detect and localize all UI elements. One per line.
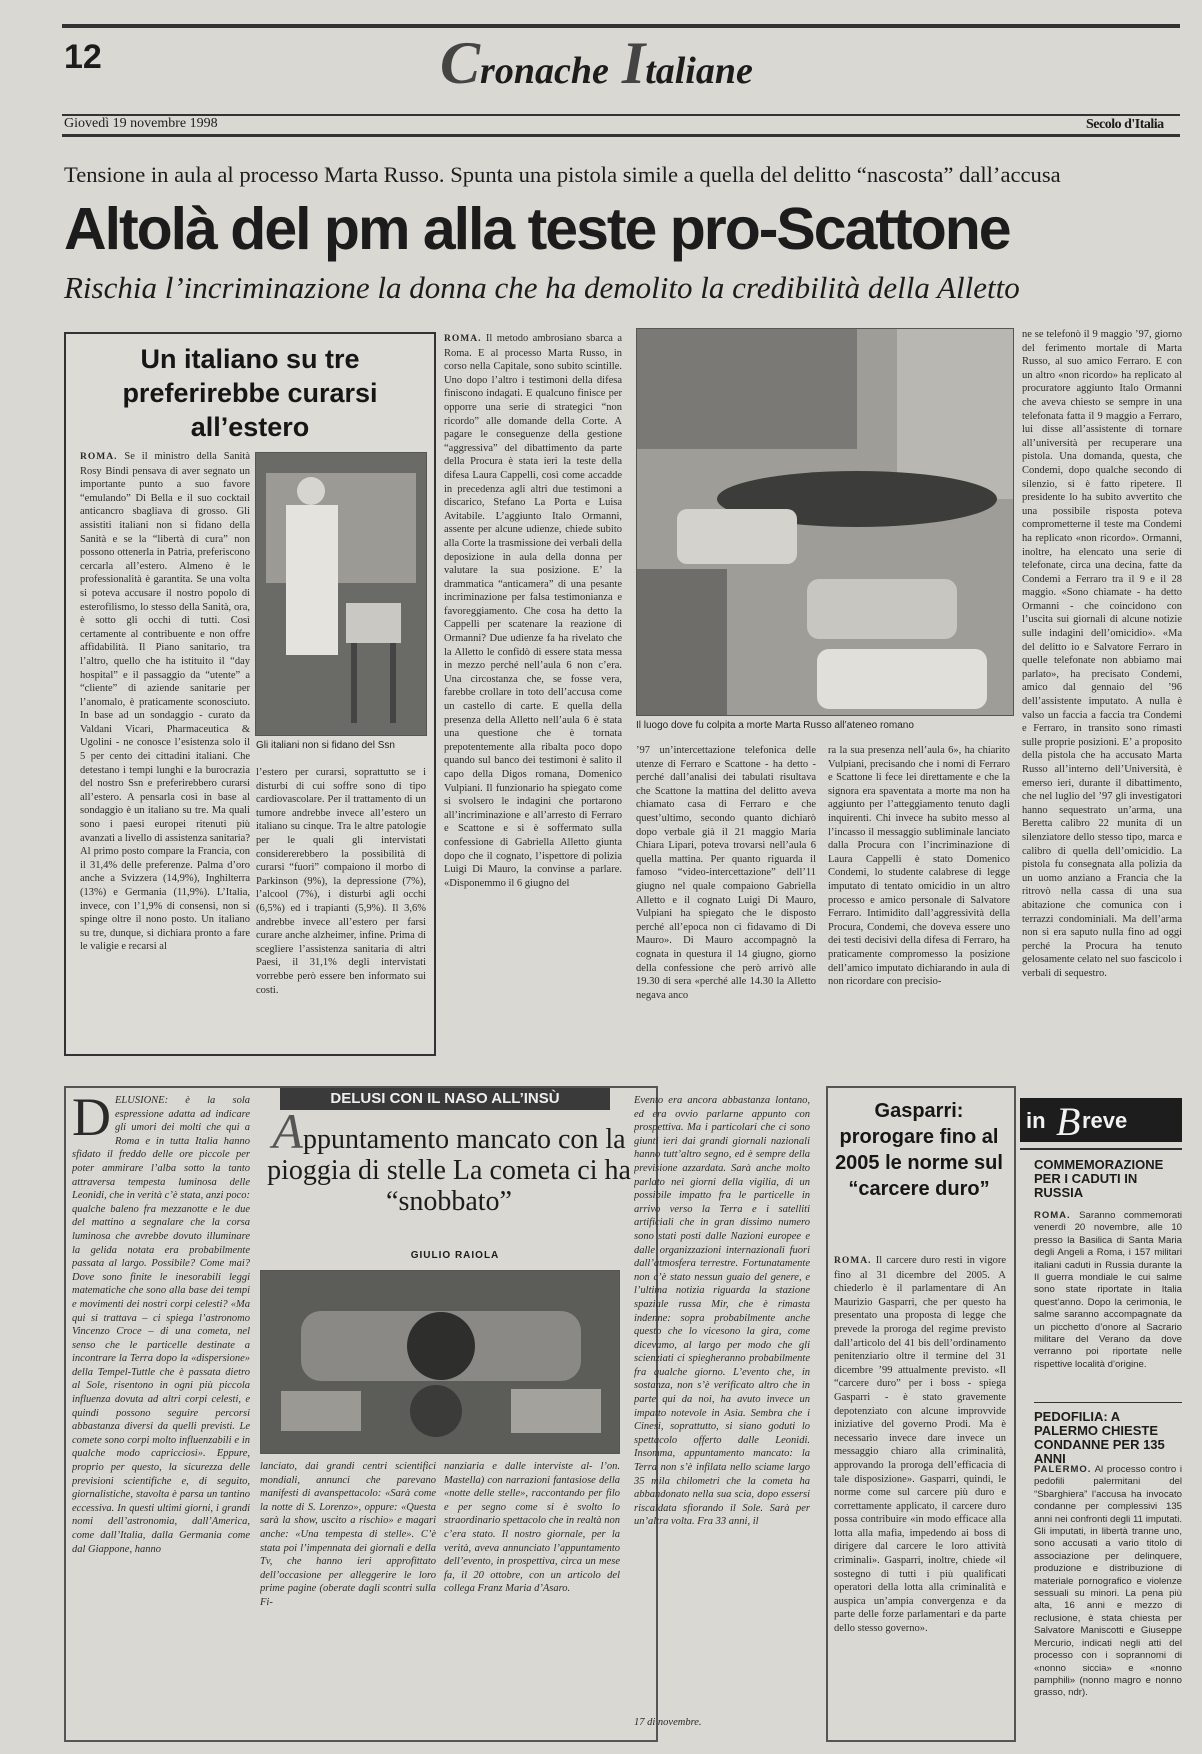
breve-item2 xyxy=(1034,1410,1182,1466)
leonid-kicker: DELUSI CON IL NASO ALL’INSÙ xyxy=(280,1088,610,1110)
sidebar-col2: l’estero per curarsi, soprattutto se i disturbi di cui soffre sono di tipo cardiovascolare. Per il trattamento di un tumore andrebbe invece all’estero un italiano su cinque. Tra le altre patologie per le quali gli intervistati considererebbero la possibilità di curarsi “fuori” compaiono il morbo di Parkinson (9%), la depressione (7%), l’alcool (7%), i disturbi agli occhi (6,5%) ed i trapianti (5,9%). Il 3,6% andrebbe invece all’estero per farsi curare anche alzheimer, infine. Prima di scegliere l’assistenza sanitaria di altri Paesi, il 31,1% degli intervistati vorrebbe però essere ben informato sui costi. xyxy=(256,767,426,996)
sidebar-title: Un italiano su tre preferirebbe curarsi all’estero xyxy=(122,344,378,442)
leonid-col2b: nanziaria e dalle interviste al- l’on. Mastella) con narrazioni fantasiose della «notte delle stelle», raccontando per filo e per segno come si è svolto lo straordinario spettacolo che in realtà non c’era stato. Il nostro giornale, per la verità, aveva annunciato l’appuntamento dell’evento, in prospettiva, circa un mese fa, il 20 ottobre, con un articolo del collega Franz Maria d’Asaro. xyxy=(444,1461,620,1595)
breve-divider xyxy=(1034,1402,1182,1403)
breve-item1-dateline: ROMA. xyxy=(1034,1210,1071,1221)
breve-item2-dateline: PALERMO. xyxy=(1034,1464,1092,1475)
leonid-title xyxy=(266,1103,632,1217)
breve-item1-title: COMMEMORAZIONE PER I CADUTI IN RUSSIA xyxy=(1034,1157,1164,1200)
date-rule-top xyxy=(62,114,1180,116)
leonid-col1-text: ELUSIONE: è la sola espressione adatta ad indicare gli umori dei molti che qui a Roma e in tutta Italia hanno sfidato il freddo delle ore piccole per poter ammirare l’alba sotto la tanto attraversa tempesta luminosa delle Leonidi, che in verità c’è stata, anzi poco: qualche baleno fra mezzanotte e le due del mattino a segnalare che la corsa luminosa che avrebbe dovuto illuminare la gelida notata era probabilmente passata al largo. Possibile? Come mai? Dove sono finite le inesorabili leggi matematiche che sono alla base dei tempi e movimenti dei nostri corpi celesti? «Ma qui si trattava – ci spiega l’astronomo Vincenzo Croce – di una cometa, nel senso che le particelle destinate a incontrare la Terra dopo la «dispersione» della Tempel-Tuttle che è passata dietro al Sole, risentono in ogni più piccola influenza dovuta ad altri corpi celesti, e quindi possono seguire percorsi abbastanza diversi da quelli previsti. Le comete sono corpi molto influenzabili e in qualche modo capricciosi». Eppure, proprio per questo, la sicurezza delle previsioni scientifiche e, di seguito, giornalistiche, stavolta è parsa un tantino eccessiva. In questi ultimi giorni, i grandi nomi dell’astronomia, dall’America, come dall’Italia, dalla Germania come dal Giappone, hanno xyxy=(72,1095,250,1555)
leonid-col1 xyxy=(72,1094,250,1734)
breve-header xyxy=(1020,1098,1182,1142)
gasparri-title: Gasparri: prorogare fino al 2005 le norme sul “carcere duro” xyxy=(835,1100,1003,1200)
breve-item2-title: PEDOFILIA: A PALERMO CHIESTE CONDANNE PER 135 ANNI xyxy=(1034,1409,1165,1466)
sidebar-dateline: ROMA. xyxy=(80,452,118,462)
gasparri-dateline: ROMA. xyxy=(834,1256,872,1266)
breve-header-rest: reve xyxy=(1082,1108,1128,1133)
main-col2: ’97 un’intercettazione telefonica delle utenze di Ferraro e Scattone - ha detto - perché dall’analisi dei tabulati risultava che Scattone la mattina del delitto aveva chiamato casa di Ferraro e che quest’ultimo, secondo quanto dichiarò dopo verbale già il 21 maggio Maria Chiara Lipari, poteva trovarsi nell’aula 6 quella mattina. Per quanto riguarda il famoso “video-intercettazione” dell’11 giugno nel quale compaiono Gabriella Alletto e il cognato Luigi Di Mauro, Vulpiani ha spiegato che le disposto perché all’epoca non ci fidavamo di Di Mauro». Di Mauro accompagnò la cognata in questura il 14 giugno, giorno della confessione che però arrivò alle 19.30 di sera «perché alle 14.30 la Alletto negava anco xyxy=(636,745,816,1001)
main-col1 xyxy=(444,332,622,1058)
photo-hospital-man xyxy=(255,452,427,736)
main-dateline: ROMA. xyxy=(444,334,482,344)
breve-header-in: in xyxy=(1026,1108,1046,1133)
telescope-illustration xyxy=(261,1271,619,1453)
leonid-col2: lanciato, dai grandi centri scientifici mondiali, annunci che parevano manifesti di avanspettacolo: «Sarà come la notte di S. Lorenzo», oppure: «Questa sarà la show, uscito a rischio» e magari anche: «Una tempesta di stelle». C’è stata poi l’impennata dei giornali e della Tv, che hanno ieri approfittato dell’occasione per alleggerire le loro prime pagine (oberate dagli scontri sulla Fi- xyxy=(260,1461,436,1608)
section-title-word1: ronache xyxy=(480,50,609,92)
section-title xyxy=(440,30,753,98)
breve-item1-text: Saranno commemorati venerdì 20 novembre, alle 10 presso la Basilica di Santa Maria degli Angeli a Roma, i 157 militari italiani caduti in Russia durante la II guerra mondiale le cui salme sono state riportate in Italia quest’anno. Dopo la cerimonia, le salme saranno accompagnate da un picchetto d’onore al Sacrario militare del Verano da dove verranno poi riportate nelle rispettive località d’origine. xyxy=(1034,1210,1182,1370)
gasparri-body xyxy=(834,1254,1006,1734)
breve-item2-text: Al processo contro i pedofili palermitani del “Sbarghiera” l’accusa ha invocato condanne per complessivi 135 anni nei confronti degli 11 imputati. Gli imputati, in libertà tranne uno, sono accusati a vario titolo di associazione per delinquere, produzione e distribuzione di materiale pornografico e violenze sessuali su minori. La pena più alta, 16 anni e mezzo di reclusione, è stata chiesta per Salvatore Maniscotti e Giuseppe Mercurio, indicati negli atti del processo con i soprannomi di «nonno siccia» e «nonno pamphili» (nonno magro e nonno grasso, ndr). xyxy=(1034,1464,1182,1699)
section-title-initial: C xyxy=(440,30,481,96)
photo-university-crowd xyxy=(636,328,1014,716)
section-title-word2: taliane xyxy=(645,50,753,92)
top-rule xyxy=(62,24,1180,28)
main-subhead: Rischia l’incriminazione la donna che ha demolito la credibilità della Alletto xyxy=(64,270,1020,305)
leonid-dropcap: D xyxy=(72,1094,111,1147)
sidebar-col1 xyxy=(80,450,250,1048)
leonid-title-initial: A xyxy=(272,1103,303,1159)
breve-item1 xyxy=(1034,1158,1182,1200)
breve-item2-body xyxy=(1034,1464,1182,1736)
gasparri-text: Il carcere duro resti in vigore fino al 31 dicembre del 2005. A chiederlo è il parlamentare di An Maurizio Gasparri, che per questo ha presentato una proposta di legge che prevede la proroga del regime previsto dall’articolo del 41 bis dell’ordinamento penitenziario oltre il termine del 31 dicembre ’99 attualmente previsto. «Il “carcere duro” per i boss - spiega Gasparri - è stato gravemente depotenziato con alcune improvvide iniziative del governo Prodi. Ma è necessario invece dare invece un messaggio chiaro alla criminalità, approvando la proroga dell’efficacia di tale disposizione». Gasparri, quindi, le norme come sul carcere più duro e correttamente applicato, il carcere duro possa contribuire «in modo efficace alla lotta alla mafia, impedendo ai boss di dirigere dal carcere le loro attività criminali». Gasparri, inoltre, chiede «il sostegno di tutti i più qualificati operatori della lotta alla criminalità e auspica un’ampia convergenza e da parte delle forze parlamentari e da parte dello stesso governo». xyxy=(834,1255,1006,1635)
main-col4: ne se telefonò il 9 maggio ’97, giorno del ferimento mortale di Marta Russo, al suo amico Ferraro. E con un altro «non ricordo» ha replicato al procuratore aggiunto Italo Ormanni che aveva chiesto se sempre in una telefonata fatta il 9 maggio a Ferraro, lui disse all’assistente di tornare all’università per recuperare una pistola. Una domanda, questa, che Condemi, dopo qualche secondo di silenzio, si è fatto ripetere. Il presidente lo ha subito avvertito che una possibile risposta poteva comprometterne il teste ma Condemi ha replicato «non ricordo». Ormanni, inoltre, ha elencato una serie di telefonate, circa una decina, fatte da Condemi a Ferraro tra il 9 e il 28 maggio. «Sono chiamate - ha detto Ormanni - che coincidono con l’uscita sui giornali di alcune notizie sulle indagini dell’omicidio». «Ma del delitto io e Salvatore Ferraro in quelle telefonate non abbiamo mai parlato», ha precisato Condemi, amico dal gennaio del ’96 dell’assistente imputato. A nulla è valso un faccia a faccia tra Condemi e Ferraro, in transito sono rimasti sulle proprie posizioni. E’ a proposito della pistola che ha accusato Marta Russo all’interno dell’Università, è emerso ieri, durante il dibattimento, che nel luglio del ’97 gli investigatori hanno sequestrato un’arma, una Beretta calibro 22 munita di un silenziatore dello stesso tipo, marca e calibro di quella dell’omicidio. La pistola fu consegnata alla polizia da un uomo anziano a Francia che la ritrovò nella cassa di una sua abitazione che comunica con i terrazzi condominiali. Ma dell’arma non si era saputo nulla fino ad oggi perché la Procura ha tenuto gelosamente celato nel suo fascicolo i verbali di sequestro. xyxy=(1022,329,1182,979)
issue-date: Giovedì 19 novembre 1998 xyxy=(64,116,218,131)
leonid-byline: GIULIO RAIOLA xyxy=(410,1250,500,1261)
sidebar-photo-caption: Gli italiani non si fidano del Ssn xyxy=(256,740,395,751)
photo-telescope xyxy=(260,1270,620,1454)
sidebar-col1-text: Se il ministro della Sanità Rosy Bindi pensava di aver segnato un importante punto a suo favore “emulando” Di Bella e il suo cocktail anticancro sbagliava di grosso. Gli assistiti italiani non si fidano della Sanità e se la “libertà di cura” non possono ottenerla in Patria, preferiscono cercarla all’estero. Almeno è le professionalità è garantita. Se una volta si poteva accusare il nostro popolo di esterofilismo, lo stesso della Sanità, ora, è sotto gli occhi di tutti. Così certamente al contribuente e non offre affidabilità. Il Piano sanitario, tra l’altro, quello che ha istituito il “day hospital” e il passaggio da “utente” a “cliente” di aziende sanitarie per l’anomalo, è praticamente sconosciuto. In base ad un sondaggio - curato da Valdani Vicari, Pharmaceutica & Ugolini - ne conosce l’esistenza solo il 5 per cento dei cittadini italiani. Che detestano i tempi lunghi e la burocrazia del nostro Ssn e preferirebbero curarsi all’estero. A pensarla così in base al sondaggio è un italiano su tre. Ma quali sono i paesi europei ritenuti più avanzati a livello di assistenza sanitaria? Al primo posto compare la Francia, con il 31,4% delle preferenze. Palma d’oro anche a Svizzera (14,9%), Inghilterra (13%) e Germania (11,9%). L’Italia, invece, con l’1,9% di consensi, non si spinge oltre il nono posto. Un italiano su tre, dunque, si dichiara pronto a fare le valigie e recarsi al xyxy=(80,451,250,953)
main-headline: Altolà del pm alla teste pro-Scattone xyxy=(64,196,1010,262)
main-photo-caption: Il luogo dove fu colpita a morte Marta Russo all’ateneo romano xyxy=(636,720,914,731)
breve-header-b: B xyxy=(1056,1099,1081,1144)
main-col1-text: Il metodo ambrosiano sbarca a Roma. E al processo Marta Russo, in corso nella Capitale, sono subito scintille. Uno dopo l’altro i testimoni della difesa finiscono indagati. E qualcuno finisce per opporre una serie di strategici “non ricordo” alle domande della Corte. A pagare le conseguenze della gestione “aggressiva” del dibattimento da parte della Procura è stata ieri la teste della difesa Laura Cappelli, così come accadde in precedenza agli altri due testimoni a discarico, Stefano La Porta e Luisa Avitabile. L’aggiunto Italo Ormanni, assente per alcune udienze, chiede subito alla Corte la trasmissione dei verbali della deposizione in aula della donna per valutare la sua posizione. E’ la drammatica “anticamera” di una pesante incriminazione per falsa testimonianza e favoreggiamento. Che cosa ha detto la Cappelli per scatenare la reazione di Ormanni? Due udienze fa ha rivelato che la Alletto le confidò di essere stata messa in mezzo perché nell’aula 6 non c’era. Una circostanza che, se fosse vera, farebbe crollare in toto dell’accusa come un castello di carte. E quella della presenza della Alletto nell’aula 6 è stata una questione che è tornata prepotentemente alla ribalta poco dopo quando sul banco dei testimoni è salito il capo della Digos romana, Domenico Vulpiani. Il funzionario ha spiegato come si svolsero le indagini che portarono all’incriminazione e all’arresto di Ferraro e Scattone e si è soffermato sulla confessione di Gabriella Alletto giunta dopo che il cognato, l’ispettore di polizia Luigi Di Mauro, la convinse a parlare. «Disponemmo il 6 giugno del xyxy=(444,333,622,889)
main-col3: ra la sua presenza nell’aula 6», ha chiarito Vulpiani, precisando che i nomi di Ferraro e Scattone li fece lei direttamente e che la signora era spaventata a morte ma non ha aggiunto per l’atteggiamento tenuto dagli inquirenti. Chi invece ha subito messo al l’incasso il messaggio subliminale lanciato dalla Procura con l’incriminazione di Laura Cappelli è stato Domenico Condemi, lo studente calabrese di legge imputato di tentato omicidio in un altro processo e amico personale di Salvatore Ferraro. Intimidito dall’aggressività della Procura, Condemi, che doveva essere uno dei testi decisivi della difesa di Ferraro, ha praticamente compromesso la posizione dell’amico imputato dichiarando in aula di non ricordare con precisio- xyxy=(828,745,1010,988)
breve-rule xyxy=(1020,1148,1182,1150)
leonid-title-text: ppuntamento mancato con la pioggia di stelle La cometa ci ha “snobbato” xyxy=(267,1124,631,1217)
section-title-initial2: I xyxy=(621,30,646,96)
main-kicker: Tensione in aula al processo Marta Russo. Spunta una pistola simile a quella del delitto “nascosta” dall’accusa xyxy=(64,162,1061,187)
leonid-col3-end: 17 di novembre. xyxy=(634,1717,702,1728)
breve-item1-body xyxy=(1034,1210,1182,1398)
hospital-man-illustration xyxy=(256,453,426,735)
paper-name: Secolo d'Italia xyxy=(1086,117,1164,132)
leonid-col3: Evento era ancora abbastanza lontano, ed era ovvio parlarne appunto con prospettiva. Ma i particolari che ci sono giunti ieri dai grandi giornali nazionali hanno tutt’altro segno, ed è sempre della previsione azzardata. Sarà anche molto parlato nei giorni della vigilia, di un possibile impatto fra le particelle in arrivo verso la Terra e i satelliti artificiali che in gran dissimo numero sono stati posti dalle Nazioni europee e dalle organizzazioni internazionali fuori dall’atmosfera terrestre. Fortunatamente non c’è stato nessun guaio del genere, e l’ultima notizia riguarda la stazione spaziale russa Mir, che è rimasta indenne: sopra probabilmente anche questo che lo vicesono la gira, come dicevamo, al largo per modo che gli scienziati ci spiegheranno probabilmente fra qualche giorno. L’evento che, in sostanza, non s’è verificato altro che in parte qui da noi, ha avuto invece un impatto notevole in Asia. Sembra che i Cinesi, soprattutto, si siano goduti lo spettacolo offerto dalle Leonidi. Insomma, appuntamento mancato: la Terra non s’è infilata nello sciame largo 35 mila chilometri che la cometa ha abbandonato nella sua scia, dopo essersi riscaldata sfiorando il Sole. Sarà per un’altra volta. Fra 33 anni, il xyxy=(634,1095,810,1528)
university-crowd-illustration xyxy=(637,329,1013,715)
date-rule-bottom xyxy=(62,134,1180,137)
page-number: 12 xyxy=(64,38,102,76)
